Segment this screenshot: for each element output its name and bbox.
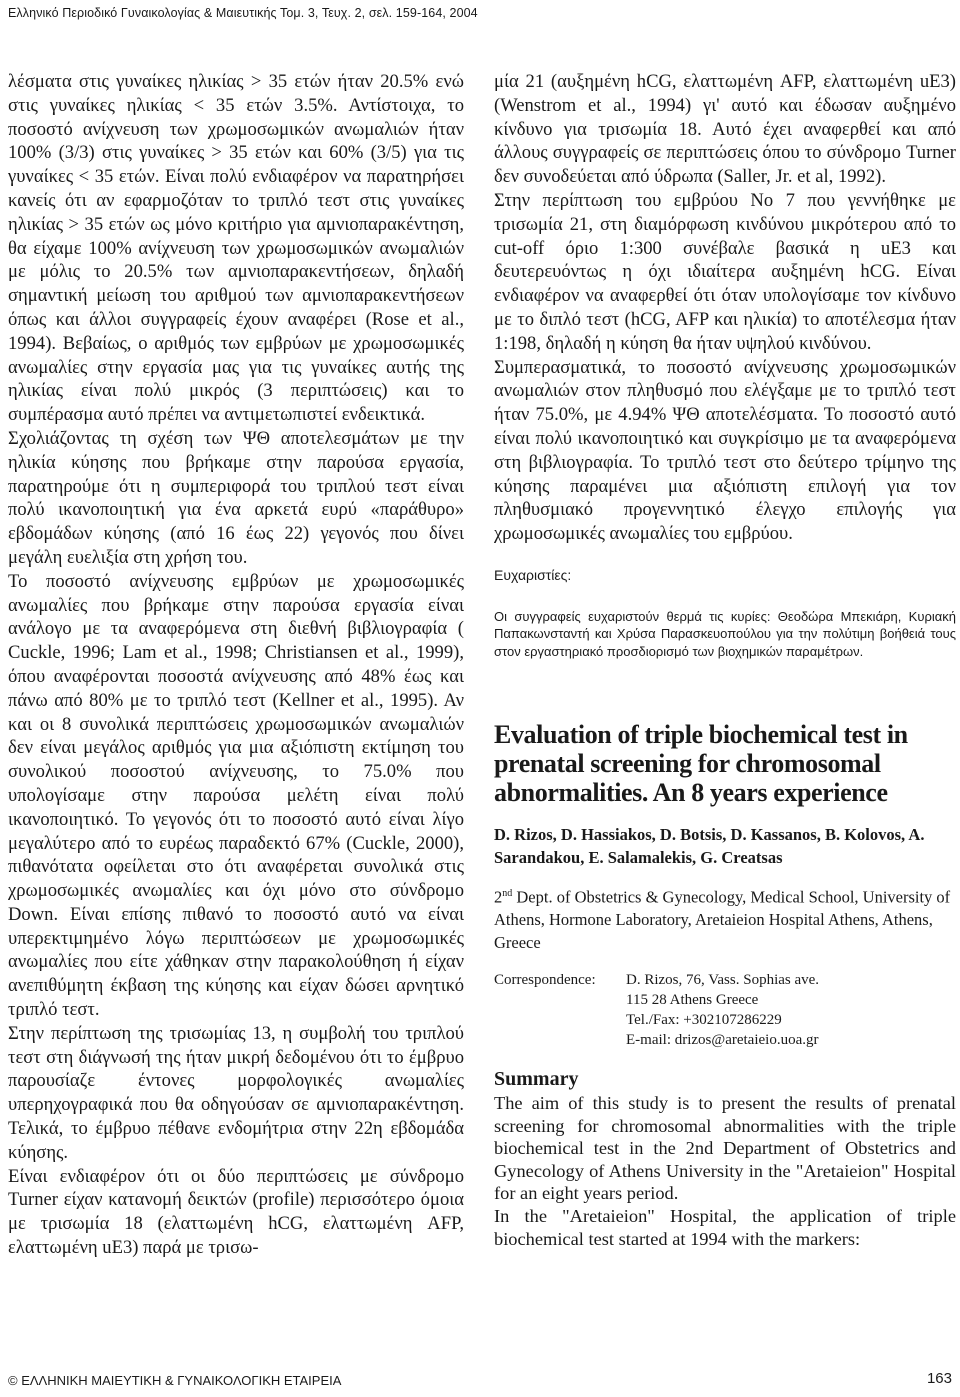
- correspondence-line: 115 28 Athens Greece: [626, 992, 759, 1009]
- footer-society: © ΕΛΛΗΝΙΚΗ ΜΑΙΕΥΤΙΚΗ & ΓΥΝΑΙΚΟΛΟΓΙΚΗ ΕΤΑΙΡΕΙΑ: [8, 1373, 342, 1388]
- page-number: 163: [926, 1370, 952, 1387]
- body-paragraph: Στην περίπτωση της τρισωμίας 13, η συμβολή του τριπλού τεστ στη διάγνωσή της ήταν μικρή δεδομένου ότι το έμβρυο παρουσίαζε έντονες μορφολογικές ανωμαλίες υπερηχογραφικά που θα οδηγούσαν σε αμνιοπαρακέντηση. Τελικά, το έμβρυο πέθανε ενδομήτρια στην 22η εβδομάδα κύησης.: [8, 1022, 464, 1163]
- body-paragraph: Είναι ενδιαφέρον ότι οι δύο περιπτώσεις με σύνδρομο Turner είχαν κατανομή δεικτών (profile) περισσότερο όμοια με τρισωμία 18 (ελαττωμένη hCG, ελαττωμένη AFP, ελαττωμένη uE3) παρά με τρισω-: [8, 1165, 464, 1259]
- affiliation-number: 2: [494, 887, 503, 907]
- summary-heading: Summary: [494, 1068, 579, 1091]
- affiliation-text: Dept. of Obstetrics & Gynecology, Medical School, University of Athens, Hormone Laboratory, Aretaieion Hospital Athens, Athens, Greece: [494, 887, 951, 952]
- body-paragraph: Στην περίπτωση του εμβρύου Νο 7 που γεννήθηκε με τρισωμία 21, στη διαμόρφωση κινδύνου μικρότερου από το cut-off όριο 1:300 συνέβαλε βασικά η uE3 και δευτερευόντως η όχι ιδιαίτερα αυξημένη hCG. Είναι ενδιαφέρον να αναφερθεί ότι όταν υπολογίσαμε τον κίνδυνο με το διπλό τεστ (hCG, AFP και ηλικία) το αποτέλεσμα ήταν 1:198, δηλαδή η κύηση θα ήταν υψηλού κινδύνου.: [494, 189, 956, 354]
- summary-paragraph: The aim of this study is to present the results of prenatal screening for chromosomal abnormalities with the triple biochemical test in the 2nd Department of Obstetrics and Gynecology of Athens University in the "Aretaieion" Hospital for an eight years period.: [494, 1093, 956, 1204]
- left-column: [8, 70, 464, 1260]
- correspondence-label: Correspondence:: [494, 972, 596, 989]
- body-paragraph: μία 21 (αυξημένη hCG, ελαττωμένη AFP, ελαττωμένη uE3) (Wenstrom et al., 1994) γι' αυτό και έδωσαν αυξημένο κίνδυνο για τρισωμία 18. Αυτό έχει αναφερθεί και από άλλους συγγραφείς σε περιπτώσεις όπου το σύνδρομο Turner δεν συνοδεύεται από ύδρωπα (Saller, Jr. et al, 1992).: [494, 71, 956, 188]
- running-head: Ελληνικό Περιοδικό Γυναικολογίας & Μαιευτικής Τομ. 3, Τευχ. 2, σελ. 159-164, 2004: [8, 6, 478, 20]
- affiliation-ordinal: nd: [502, 888, 513, 900]
- correspondence-line: Tel./Fax: +302107286229: [626, 1012, 782, 1029]
- body-paragraph: λέσματα στις γυναίκες ηλικίας > 35 ετών ήταν 20.5% ενώ στις γυναίκες ηλικίας < 35 ετών 3.5%. Αντίστοιχα, το ποσοστό ανίχνευση των χρωμοσωμικών ανωμαλιών ήταν 100% (3/3) στις γυναίκες > 35 ετών και 60% (3/5) για τις γυναίκες < 35 ετών. Είναι πολύ ενδιαφέρον να παρατηρήσει κανείς ότι αν εφαρμοζόταν το τριπλό τεστ στις γυναίκες ηλικίας > 35 ετών ως μόνο κριτήριο για αμνιοπαρακέντηση, θα είχαμε 100% ανίχνευση των χρωμοσωμικών ανωμαλιών με μόλις το 20.5% των αμνιοπαρακεντήσεων, δηλαδή σημαντική μείωση του αριθμού των αμνιοπαρακεντήσεων όπως και άλλοι συγγραφείς έχουν αναφέρει (Rose et al., 1994). Βεβαίως, ο αριθμός των εμβρύων με χρωμοσωμικές ανωμαλίες στην εργασία μας για τις γυναίκες αυτής της ηλικίας είναι πολύ μικρός (3 περιπτώσεις) και το συμπέρασμα αυτό πρέπει να αντιμετωπιστεί ενδεικτικά.: [8, 71, 464, 426]
- authors-list: D. Rizos, D. Hassiakos, D. Botsis, D. Kassanos, B. Kolovos, A. Sarandakou, E. Salamalekis, G. Creatsas: [494, 825, 925, 868]
- correspondence-email: E-mail: drizos@aretaieio.uoa.gr: [626, 1032, 819, 1049]
- right-column: [494, 70, 956, 1250]
- correspondence-line: D. Rizos, 76, Vass. Sophias ave.: [626, 972, 820, 989]
- correspondence-block: [494, 970, 956, 1050]
- acknowledgements-title: Ευχαριστίες:: [494, 566, 572, 583]
- body-paragraph: Συμπερασματικά, το ποσοστό ανίχνευσης χρωμοσωμικών ανωμαλιών στον πληθυσμό που ελέγξαμε με το τριπλό τεστ ήταν 75.0%, με 4.94% ΨΘ αποτελέσματα. Το ποσοστό αυτό είναι πολύ ικανοποιητικό και συγκρίσιμο με τα αναφερόμενα στη βιβλιογραφία. Το τριπλό τεστ στο δεύτερο τρίμηνο της κύησης παραμένει μια αξιόπιστη επιλογή για τον πληθυσμιακό προγεννητικό έλεγχο επιλογής για χρωμοσωμικές ανωμαλίες του εμβρύου.: [494, 356, 956, 545]
- affiliation: [494, 883, 956, 954]
- acknowledgements-text: Οι συγγραφείς ευχαριστούν θερμά τις κυρίες: Θεοδώρα Μπεκιάρη, Κυριακή Παπακωνσταντή και Χρύσα Παρασκευοπούλου για την πολύτιμη βοήθειά τους στον εργαστηριακό προσδιορισμό των βιοχημικών παραμέτρων.: [494, 608, 956, 659]
- correspondence-address: [626, 970, 956, 1050]
- english-article-title: Evaluation of triple biochemical test in prenatal screening for chromosomal abnormalities. An 8 years experience: [494, 720, 908, 808]
- body-paragraph: Το ποσοστό ανίχνευσης εμβρύων με χρωμοσωμικές ανωμαλίες που βρήκαμε στην παρούσα εργασία είναι ανάλογο με τα αναφερόμενα στη διεθνή βιβλιογραφία ( Cuckle, 1996; Lam et al., 1998; Christiansen et al., 1999), όπου αναφέρονται ποσοστά ανίχνευσης από 48% έως και πάνω από 80% με το τριπλό τεστ (Kellner et al., 1995). Αν και οι 8 συνολικά περιπτώσεις χρωμοσωμικών ανωμαλιών δεν είναι μεγάλος αριθμός για μια αξιόπιστη εκτίμηση του συνολικού ποσοστού ανίχνευσης, το 75.0% που υπολογίσαμε στην παρούσα μελέτη είναι πολύ ικανοποιητικό. Το γεγονός ότι το ποσοστό αυτό είναι λίγο μεγαλύτερο από το ευρέως παραδεκτό 67% (Cuckle, 2000), πιθανότατα οφείλεται στο ότι αναφέρεται συνολικά στις χρωμοσωμικές ανωμαλίες και όχι μόνο στο σύνδρομο Down. Είναι επίσης πιθανό το ποσοστό αυτό να είναι υπερεκτιμημένο λόγω περιπτώσεων με χρωμοσωμικές ανωμαλίες που είτε χάθηκαν στην παρακολούθηση ή είχαν ανεπιθύμητη έκβαση της κύησης και είχαν δώσει αρνητικό τριπλό τεστ.: [8, 570, 464, 1021]
- body-paragraph: Σχολιάζοντας τη σχέση των ΨΘ αποτελεσμάτων με την ηλικία κύησης που βρήκαμε στην παρούσα εργασία, παρατηρούμε ότι η συμπεριφορά του τριπλού τεστ είναι πολύ ικανοποιητική για ένα αρκετά ευρύ «παράθυρο» εβδομάδων κύησης (από 16 έως 22) γεγονός που δίνει μεγάλη ευελιξία στη χρήση του.: [8, 427, 464, 568]
- summary-paragraph: In the "Aretaieion" Hospital, the application of triple biochemical test started at 1994 with the markers:: [494, 1206, 956, 1249]
